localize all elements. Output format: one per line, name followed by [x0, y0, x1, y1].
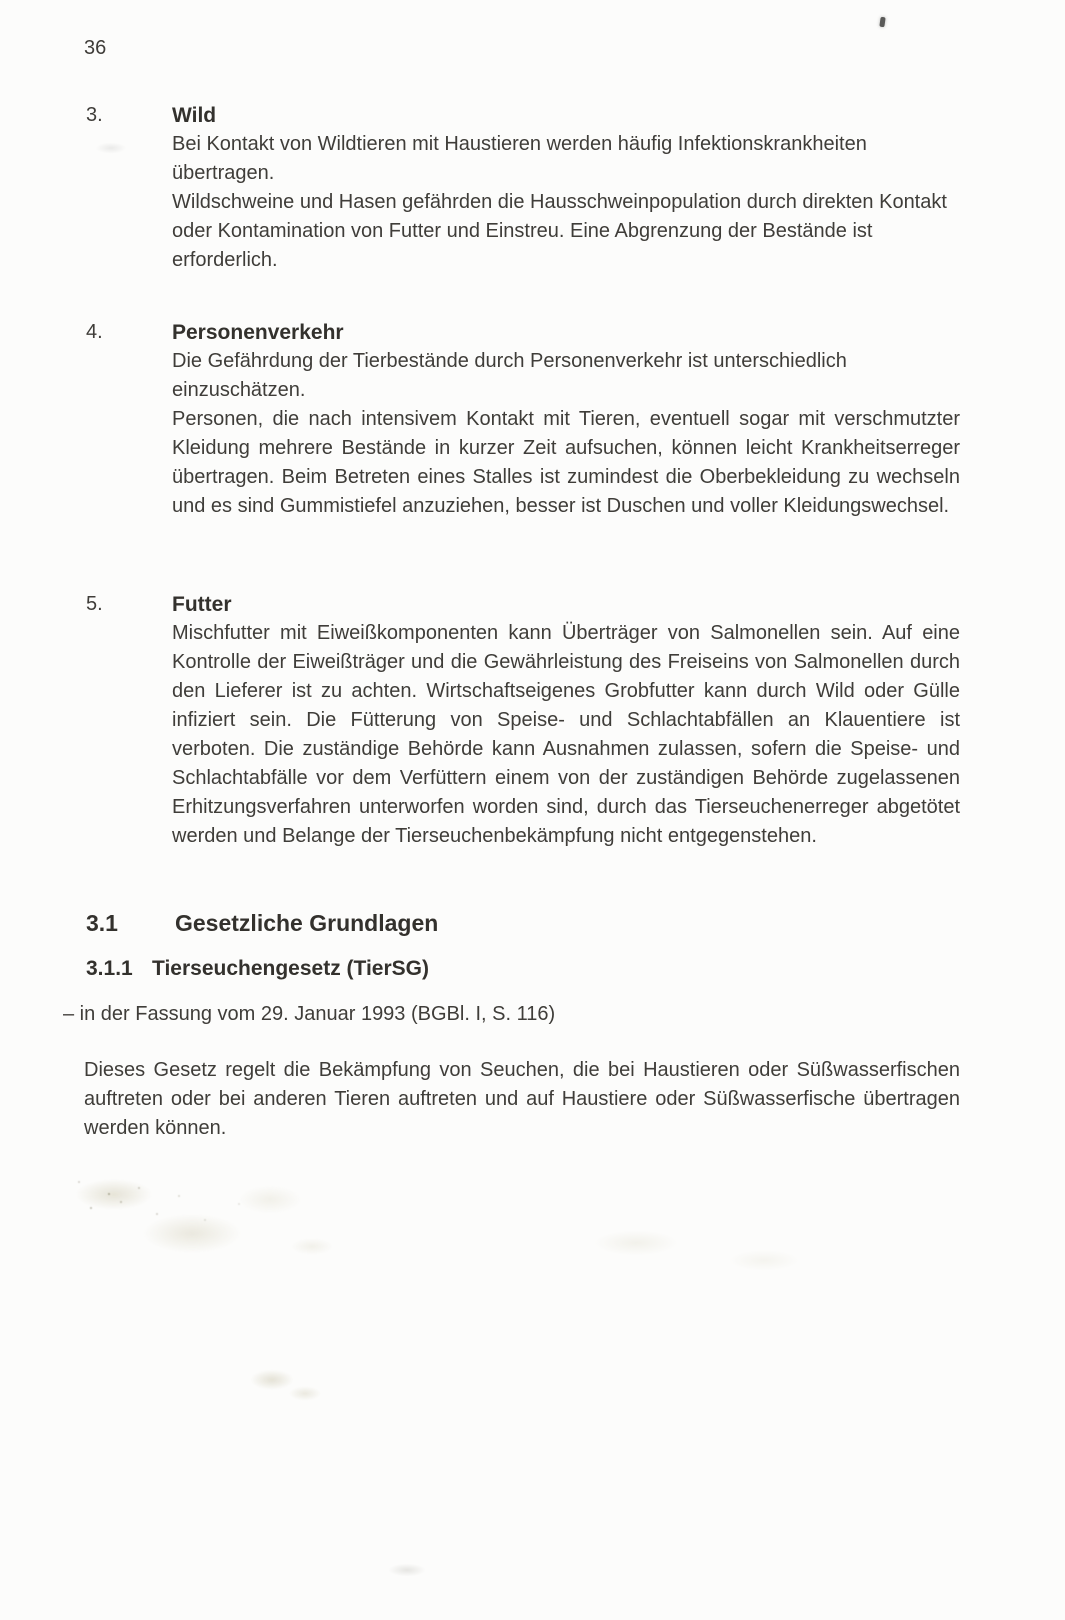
subsection-title: Tierseuchengesetz (TierSG)	[152, 957, 429, 980]
subsection-title: Gesetzliche Grundlagen	[175, 910, 439, 936]
paragraph: Bei Kontakt von Wildtieren mit Haustieren werden häufig Infektionskrankheiten übertragen.	[172, 133, 867, 184]
section-futter	[86, 590, 960, 851]
paragraph: Personen, die nach intensivem Kontakt mit Tieren, eventuell sogar mit verschmutzter Kleidung mehrere Bestände in kurzer Zeit aufsuchen, können leicht Krankheitserreger übertragen. Beim Betreten eines Stalles ist zumindest die Oberbekleidung zu wechseln und es sind Gummistiefel anzuziehen, besser ist Duschen und voller Kleidungswechsel.	[172, 408, 960, 517]
scan-speck	[879, 17, 885, 28]
subsection-number: 3.1.1	[86, 957, 133, 980]
section-heading: Futter	[172, 593, 232, 616]
edition-note: – in der Fassung vom 29. Januar 1993 (BGBl. I, S. 116)	[63, 1003, 556, 1025]
paragraph: Mischfutter mit Eiweißkomponenten kann Überträger von Salmonellen sein. Auf eine Kontrolle der Eiweißträger und die Gewährleistung des Freiseins von Salmonellen durch den Lieferer ist zu achten. Wirtschaftseigenes Grobfutter kann durch Wild oder Gülle infiziert sein. Die Fütterung von Speise- und Schlachtabfällen an Klauentiere ist verboten. Die zuständige Behörde kann Ausnahmen zulassen, sofern die Speise- und Schlachtabfälle vor dem Verfüttern einem von der zuständigen Behörde zugelassenen Erhitzungsverfahren unterworfen worden sind, durch das Tierseuchenerreger abgetötet werden und Belange der Tierseuchenbekämpfung nicht entgegenstehen.	[172, 622, 960, 847]
section-heading: Personenverkehr	[172, 321, 344, 344]
stain-smudge	[540, 1215, 860, 1285]
stain-smudge	[228, 1355, 338, 1410]
page-number: 36	[84, 37, 107, 59]
section-content	[172, 590, 960, 851]
subsection-heading-gesetzliche-grundlagen	[86, 908, 438, 938]
section-number: 3.	[86, 104, 103, 126]
paragraph: Die Gefährdung der Tierbestände durch Personenverkehr ist unterschiedlich einzuschätzen.	[172, 350, 847, 401]
paragraph-law-description: Dieses Gesetz regelt die Bekämpfung von Seuchen, die bei Haustieren oder Süßwasserfischen auftreten oder bei anderen Tieren auftreten und auf Haustiere oder Süßwasserfische übertragen werden können.	[84, 1059, 960, 1139]
section-personenverkehr	[86, 318, 960, 521]
paragraph: Wildschweine und Hasen gefährden die Hausschweinpopulation durch direkten Kontakt oder Kontamination von Futter und Einstreu. Eine Abgrenzung der Bestände ist erforderlich.	[172, 191, 947, 271]
section-content	[172, 318, 960, 521]
section-number: 5.	[86, 593, 103, 615]
section-heading: Wild	[172, 104, 217, 127]
section-wild	[86, 101, 960, 275]
section-number: 4.	[86, 321, 103, 343]
section-content	[172, 101, 960, 275]
stain-smudge	[372, 1555, 442, 1585]
subsection-number: 3.1	[86, 910, 118, 936]
stain-smudge	[48, 1145, 348, 1275]
subsection-heading-tierseuchengesetz	[86, 955, 429, 983]
stain-speckles	[108, 1193, 110, 1195]
